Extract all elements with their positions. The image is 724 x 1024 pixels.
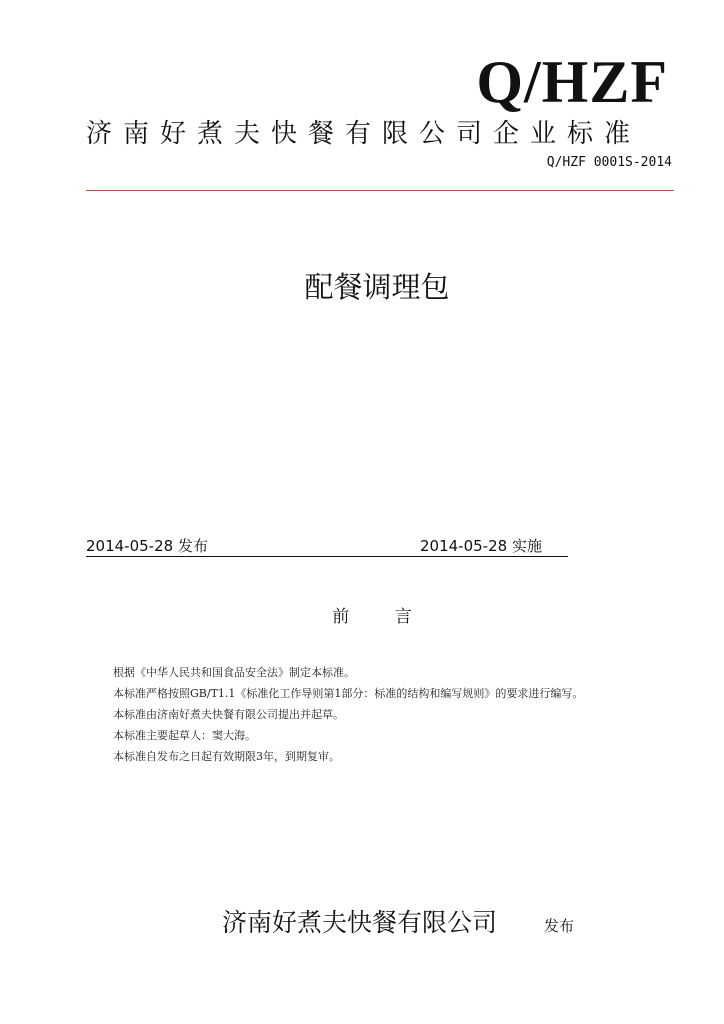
foreword-heading: 前 言 (332, 607, 432, 627)
document-title: 配餐调理包 (304, 270, 450, 304)
foreword-line: 本标准自发布之日起有效期限3年，到期复审。 (113, 750, 340, 763)
foreword-line: 本标准由济南好煮夫快餐有限公司提出并起草。 (113, 708, 344, 721)
publish-date: 2014-05-28 发布 (86, 537, 420, 557)
implement-date: 2014-05-28 实施 (420, 537, 568, 557)
foreword-line: 本标准严格按照GB/T1.1《标准化工作导则第1部分：标准的结构和编写规则》的要求进行编写。 (113, 687, 584, 700)
standard-number: Q/HZF 0001S-2014 (546, 155, 672, 170)
publish-label: 发布 (544, 917, 575, 935)
header-divider (86, 190, 674, 191)
publisher-name: 济南好煮夫快餐有限公司 (222, 908, 498, 937)
foreword-body (113, 662, 673, 767)
foreword-line: 根据《中华人民共和国食品安全法》制定本标准。 (113, 666, 355, 679)
standard-code: Q/HZF (476, 49, 668, 115)
company-standard-heading: 济南好煮夫快餐有限公司企业标准 (86, 119, 642, 149)
foreword-line: 本标准主要起草人：窦大海。 (113, 729, 256, 742)
